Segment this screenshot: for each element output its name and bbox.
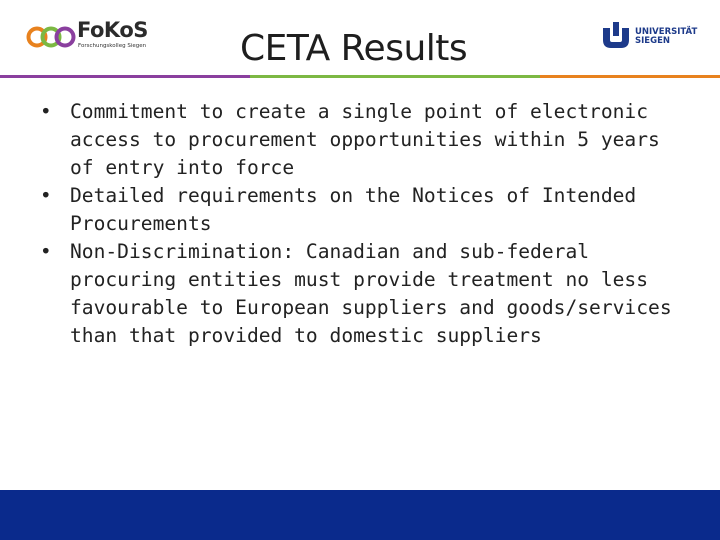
fokos-logo: [26, 20, 156, 54]
bullet-dot-icon: •: [40, 100, 52, 123]
bullet-item: [34, 182, 694, 238]
university-siegen-logo: [601, 20, 706, 52]
university-logo-line1: UNIVERSITÄT: [635, 27, 698, 37]
bullet-item: [34, 98, 694, 182]
header-divider: [0, 75, 720, 78]
bullet-dot-icon: •: [40, 240, 52, 263]
university-logo-text: [635, 28, 697, 46]
bullet-item: [34, 238, 694, 350]
fokos-rings-icon: [26, 22, 76, 52]
bullet-list: [34, 98, 694, 350]
university-emblem-icon: [601, 22, 631, 50]
header-divider-segment: [250, 75, 540, 78]
header-divider-segment: [540, 75, 720, 78]
bullet-text: Commitment to create a single point of electronic access to procurement opportunities within 5 years of entry into force: [70, 100, 660, 179]
bullet-dot-icon: •: [40, 184, 52, 207]
fokos-logo-subtitle: Forschungskolleg Siegen: [78, 43, 147, 49]
fokos-logo-name: FoKoS: [77, 18, 148, 42]
bullet-text: Non-Discrimination: Canadian and sub-federal procuring entities must provide treatment no less favourable to European suppliers and goods/services than that provided to domestic suppliers: [70, 240, 672, 347]
header-divider-segment: [0, 75, 250, 78]
university-logo-line2: SIEGEN: [635, 36, 670, 46]
bullet-text: Detailed requirements on the Notices of Intended Procurements: [70, 184, 637, 235]
slide-title: CETA Results: [240, 28, 468, 69]
footer-bar: [0, 490, 720, 540]
